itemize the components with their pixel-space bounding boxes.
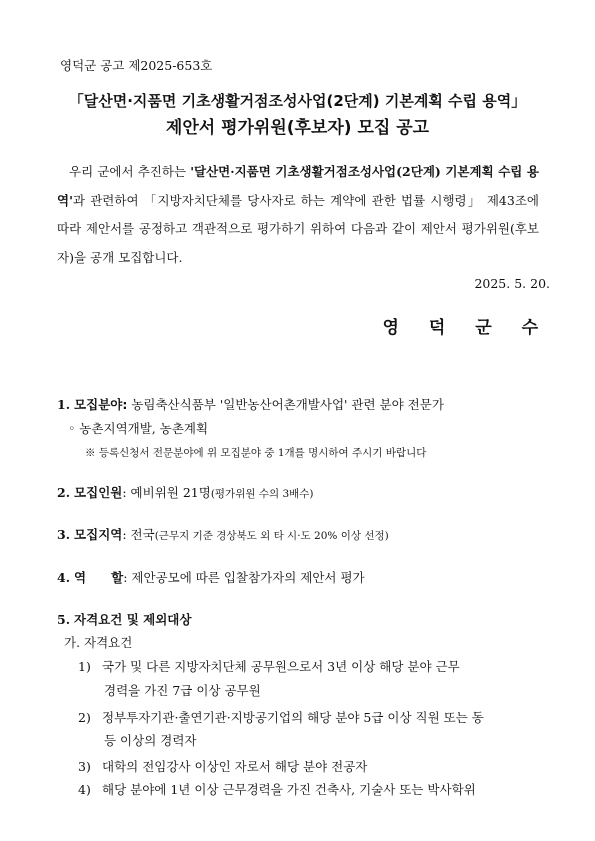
section-number: 1. — [57, 397, 71, 412]
section-text: : 전국 — [122, 527, 155, 542]
qualification-item-continued: 등 이상의 경력자 — [104, 733, 197, 748]
section-note: (근무지 기준 경상북도 외 타 시·도 20% 이상 선정) — [154, 530, 389, 542]
section-heading: 역 할 — [74, 570, 124, 585]
item-text: 국가 및 다른 지방자치단체 공무원으로서 3년 이상 해당 분야 근무 — [102, 659, 460, 674]
section-text: 농림축산식품부 '일반농산어촌개발사업' 관련 분야 전문가 — [127, 397, 444, 412]
item-text: 해당 분야에 1년 이상 근무경력을 가진 건축사, 기술사 또는 박사학위 — [102, 782, 476, 797]
section-recruitment-field — [57, 397, 444, 413]
item-label: 2) — [78, 710, 91, 725]
section-role — [57, 570, 365, 586]
section-number: 4. — [57, 570, 71, 585]
qualification-item — [78, 759, 367, 775]
item-label: 3) — [78, 759, 91, 774]
section-note: (평가위원 수의 3배수) — [210, 488, 314, 500]
item-text: 대학의 전임강사 이상인 자로서 해당 분야 전공자 — [102, 759, 368, 774]
field-note: ※ 등록신청서 전문분야에 위 모집분야 중 1개를 명시하여 주시기 바랍니다 — [85, 447, 427, 459]
item-text: 정부투자기관·출연기관·지방공기업의 해당 분야 5급 이상 직원 또는 동 — [102, 710, 484, 725]
qualification-item — [78, 659, 460, 675]
section-heading: 모집분야: — [74, 397, 128, 412]
qualification-item — [78, 782, 476, 798]
signer: 영 덕 군 수 — [382, 318, 550, 338]
item-label: 1) — [78, 659, 91, 674]
section-number: 5. — [57, 612, 71, 627]
notice-date: 2025. 5. 20. — [474, 276, 550, 291]
section-headcount — [57, 485, 314, 502]
notice-number: 영덕군 공고 제2025-653호 — [60, 58, 213, 73]
section-number: 2. — [57, 485, 71, 500]
section-region — [57, 527, 389, 544]
section-number: 3. — [57, 527, 71, 542]
section-heading: 자격요건 및 제외대상 — [74, 612, 192, 627]
title-project: 「달산면·지품면 기초생활거점조성사업(2단계) 기본계획 수립 용역」 — [68, 92, 527, 110]
qualification-item — [78, 710, 484, 726]
field-detail: ◦ 농촌지역개발, 농촌계획 — [68, 421, 209, 436]
qualification-item-continued: 경력을 가진 7급 이상 공무원 — [104, 683, 261, 698]
intro-part1: 우리 군에서 추진하는 — [69, 164, 191, 179]
section-text: : 예비위원 21명 — [122, 485, 211, 500]
qualification-subheading: 가. 자격요건 — [64, 635, 133, 650]
item-label: 4) — [78, 782, 91, 797]
section-qualifications — [57, 612, 191, 628]
section-text: : 제안공모에 따른 입찰참가자의 제안서 평가 — [123, 570, 365, 585]
intro-project-name: '달산면·지품면 기초생활거점조성사업(2단계) 기본계획 수립 용역' — [57, 164, 539, 208]
section-heading: 모집지역 — [74, 527, 123, 542]
intro-part2: 과 관련하여 「지방자치단체를 당사자로 하는 계약에 관한 법률 시행령」 제43조에 따라 제안서를 공정하고 객관적으로 평가하기 위하여 다음과 같이 제안서 평가위원(후보자)을 공개 모집합니다. — [57, 192, 539, 265]
section-heading: 모집인원 — [74, 485, 123, 500]
intro-paragraph — [57, 158, 539, 272]
title-recruitment: 제안서 평가위원(후보자) 모집 공고 — [165, 118, 430, 138]
